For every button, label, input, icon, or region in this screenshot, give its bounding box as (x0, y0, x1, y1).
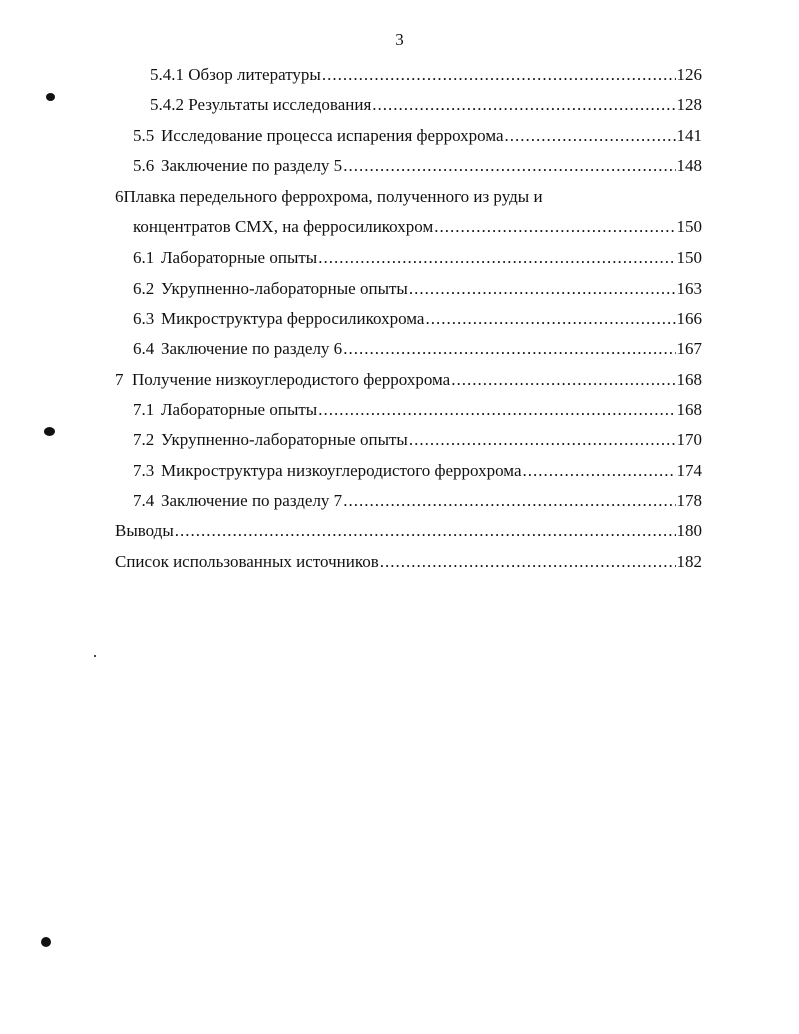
toc-entry-title: Укрупненно-лабораторные опыты (161, 430, 408, 449)
toc-dot-leader (409, 278, 676, 300)
toc-entry-7-1[interactable] (0, 399, 799, 421)
toc-entry-5-5[interactable] (0, 125, 799, 147)
toc-entry-title: Укрупненно-лабораторные опыты (161, 279, 408, 298)
toc-entry-page: 141 (676, 126, 702, 145)
toc-entry-5-6[interactable] (0, 155, 799, 177)
scan-speck (94, 655, 96, 657)
toc-entry-6[interactable] (0, 186, 799, 208)
toc-entry-title: Лабораторные опыты (161, 248, 318, 267)
toc-dot-leader (409, 429, 676, 451)
toc-entry-references[interactable] (0, 551, 799, 573)
toc-entry-number: 7 (115, 370, 124, 389)
toc-entry-title-line1: Плавка передельного феррохрома, полученного из руды и (123, 187, 543, 206)
toc-dot-leader (434, 216, 675, 238)
toc-entry-title: Получение низкоуглеродистого феррохрома (132, 370, 451, 389)
toc-entry-title: Лабораторные опыты (161, 400, 318, 419)
toc-entry-title: Заключение по разделу 6 (161, 339, 343, 358)
toc-entry-page: 150 (676, 248, 702, 267)
toc-entry-number: 6.1 (133, 248, 155, 267)
toc-entry-number: 7.1 (133, 400, 155, 419)
toc-entry-6-3[interactable] (0, 308, 799, 330)
toc-dot-leader (175, 520, 676, 542)
toc-entry-page: 126 (676, 65, 702, 84)
scan-speck (46, 93, 55, 101)
toc-entry-page: 163 (676, 279, 702, 298)
toc-entry-page: 170 (676, 430, 702, 449)
page-number: 3 (395, 30, 404, 49)
toc-entry-page: 150 (676, 217, 702, 236)
toc-entry-6-4[interactable] (0, 338, 799, 360)
toc-dot-leader (523, 460, 676, 482)
toc-entry-page: 168 (676, 400, 702, 419)
toc-entry-title: Выводы (115, 521, 174, 540)
toc-entry-7-4[interactable] (0, 490, 799, 512)
toc-entry-number: 6 (115, 187, 124, 206)
toc-entry-page: 166 (676, 309, 702, 328)
toc-entry-page: 182 (676, 552, 702, 571)
toc-entry-title: Микроструктура низкоуглеродистого феррохрома (161, 461, 522, 480)
toc-entry-number: 5.5 (133, 126, 155, 145)
toc-entry-7-3[interactable] (0, 460, 799, 482)
scan-speck (44, 427, 55, 436)
toc-entry-page: 178 (676, 491, 702, 510)
toc-entry-page: 128 (676, 95, 702, 114)
scan-speck (41, 937, 51, 947)
toc-entry-page: 168 (676, 370, 702, 389)
toc-entry-title: Исследование процесса испарения феррохрома (161, 126, 504, 145)
toc-entry-7[interactable] (0, 369, 799, 391)
toc-entry-number: 5.6 (133, 156, 155, 175)
toc-dot-leader (322, 64, 676, 86)
toc-entry-7-2[interactable] (0, 429, 799, 451)
toc-entry-title: Список использованных источников (115, 552, 379, 571)
toc-entry-number: 6.4 (133, 339, 155, 358)
toc-dot-leader (505, 125, 676, 147)
toc-dot-leader (343, 338, 675, 360)
toc-entry-number: 5.4.2 (150, 95, 184, 114)
toc-entry-6-1[interactable] (0, 247, 799, 269)
toc-dot-leader (372, 94, 675, 116)
toc-entry-page: 148 (676, 156, 702, 175)
toc-dot-leader (425, 308, 675, 330)
toc-dot-leader (451, 369, 675, 391)
toc-entry-number: 7.2 (133, 430, 155, 449)
toc-entry-title: Заключение по разделу 5 (161, 156, 343, 175)
toc-entry-5-4-1[interactable] (0, 64, 799, 86)
toc-dot-leader (318, 247, 675, 269)
toc-entry-number: 7.3 (133, 461, 155, 480)
toc-entry-number: 6.3 (133, 309, 155, 328)
toc-entry-page: 174 (676, 461, 702, 480)
toc-dot-leader (343, 155, 675, 177)
toc-entry-number: 7.4 (133, 491, 155, 510)
toc-entry-title-line2: концентратов СМХ, на ферросиликохром (133, 217, 434, 236)
toc-entry-title: Результаты исследования (188, 95, 372, 114)
toc-entry-conclusions[interactable] (0, 520, 799, 542)
toc-entry-6-2[interactable] (0, 278, 799, 300)
toc-entry-5-4-2[interactable] (0, 94, 799, 116)
toc-entry-number: 6.2 (133, 279, 155, 298)
toc-dot-leader (343, 490, 675, 512)
toc-entry-title: Обзор литературы (188, 65, 321, 84)
toc-entry-number: 5.4.1 (150, 65, 184, 84)
toc-entry-page: 180 (676, 521, 702, 540)
toc-entry-6-continued[interactable] (0, 216, 799, 238)
toc-entry-page: 167 (676, 339, 702, 358)
toc-dot-leader (380, 551, 676, 573)
toc-dot-leader (318, 399, 675, 421)
toc-entry-title: Заключение по разделу 7 (161, 491, 343, 510)
toc-entry-title: Микроструктура ферросиликохрома (161, 309, 425, 328)
